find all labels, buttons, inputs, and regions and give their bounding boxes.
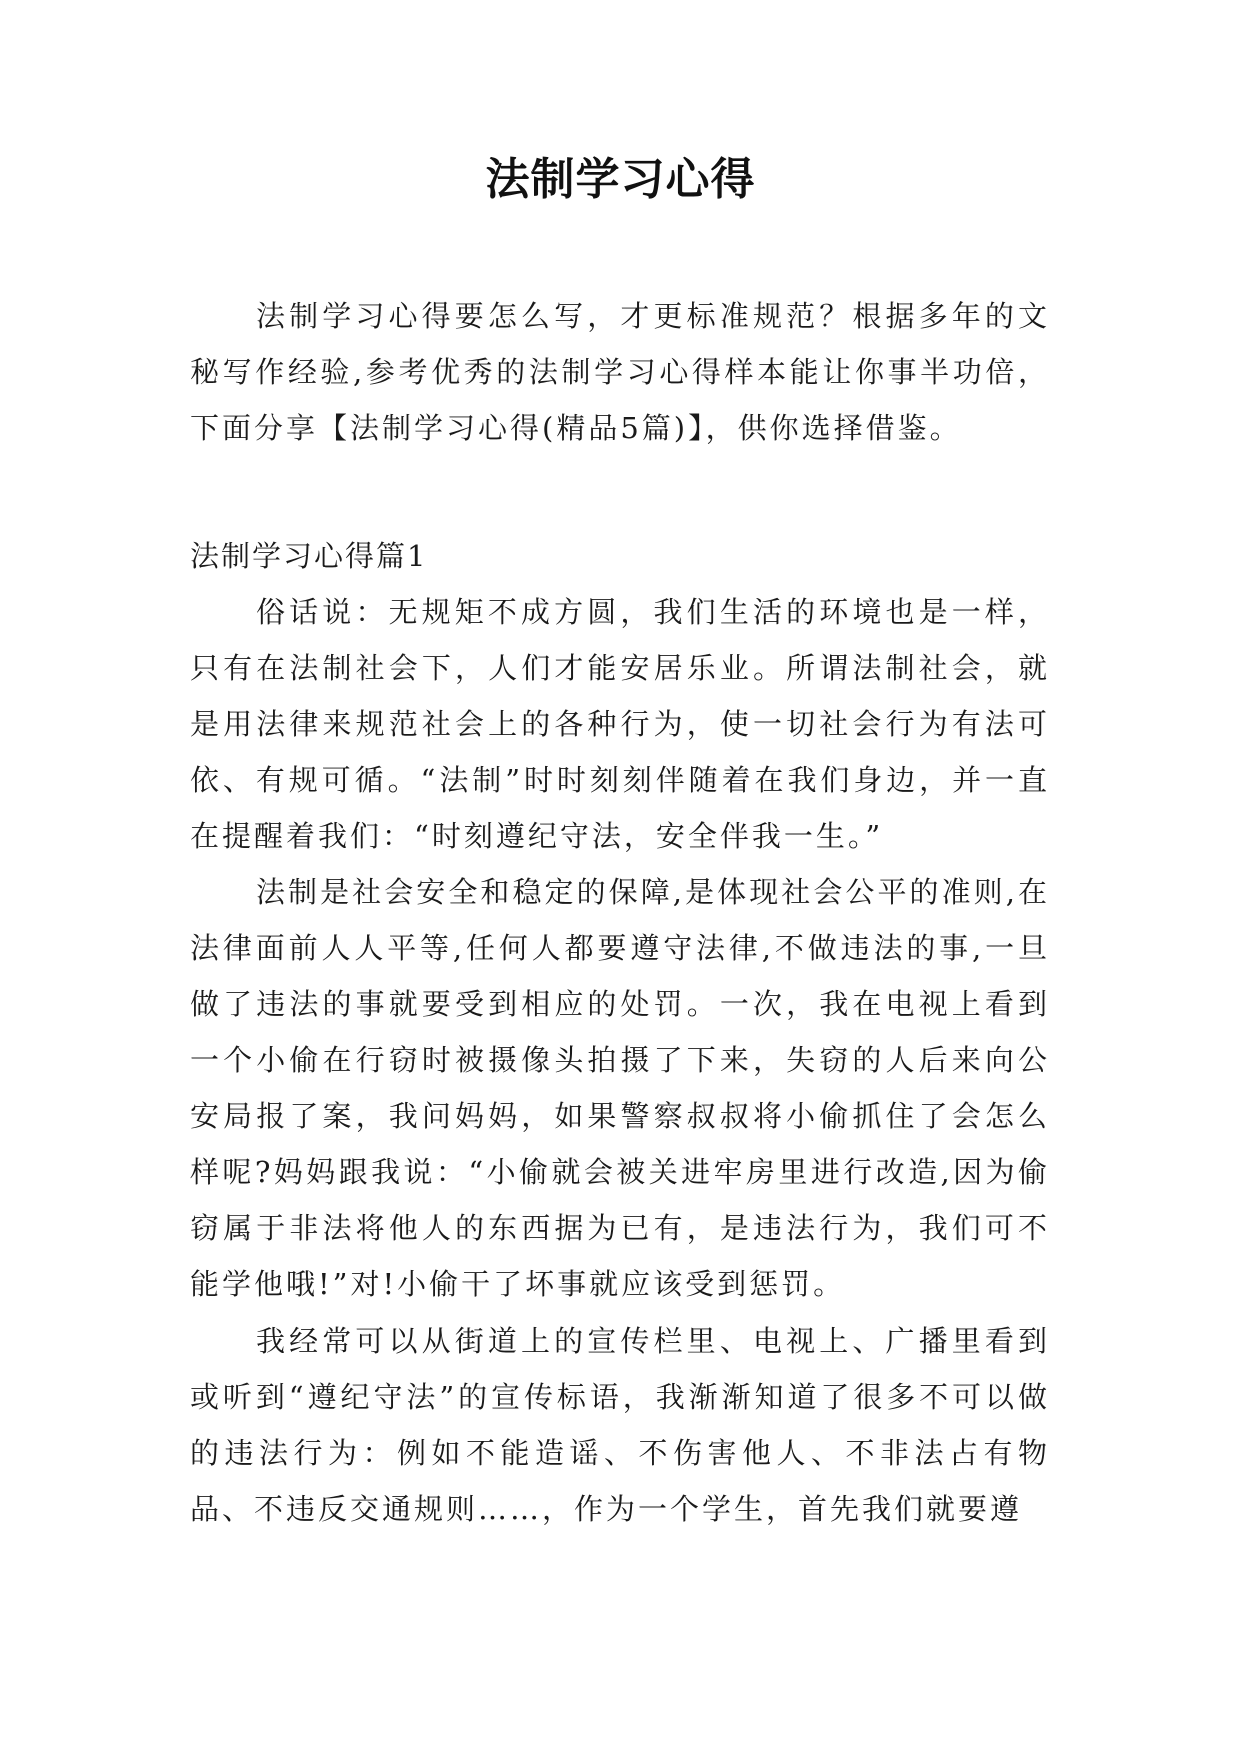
body-paragraph: 法制是社会安全和稳定的保障,是体现社会公平的准则,在法律面前人人平等,任何人都要遵守法律,不做违法的事,一旦做了违法的事就要受到相应的处罚。一次，我在电视上看到一个小偷在行窃时被摄像头拍摄了下来，失窃的人后来向公安局报了案，我问妈妈，如果警察叔叔将小偷抓住了会怎么样呢?妈妈跟我说：“小偷就会被关进牢房里进行改造,因为偷窃属于非法将他人的东西据为已有，是违法行为，我们可不能学他哦!”对!小偷干了坏事就应该受到惩罚。 <box>190 875 1050 1301</box>
section-heading: 法制学习心得篇1 <box>190 539 428 573</box>
intro-paragraph: 法制学习心得要怎么写，才更标准规范？根据多年的文秘写作经验,参考优秀的法制学习心得样本能让你事半功倍，下面分享【法制学习心得(精品5篇)】，供你选择借鉴。 <box>190 299 1050 445</box>
document-title: 法制学习心得 <box>485 154 756 205</box>
body-paragraph: 我经常可以从街道上的宣传栏里、电视上、广播里看到或听到“遵纪守法”的宣传标语，我渐渐知道了很多不可以做的违法行为：例如不能造谣、不伤害他人、不非法占有物品、不违反交通规则……，作为一个学生，首先我们就要遵 <box>190 1324 1050 1526</box>
body-paragraph: 俗话说：无规矩不成方圆，我们生活的环境也是一样，只有在法制社会下，人们才能安居乐业。所谓法制社会，就是用法律来规范社会上的各种行为，使一切社会行为有法可依、有规可循。“法制”时时刻刻伴随着在我们身边，并一直在提醒着我们：“时刻遵纪守法，安全伴我一生。” <box>190 595 1050 853</box>
